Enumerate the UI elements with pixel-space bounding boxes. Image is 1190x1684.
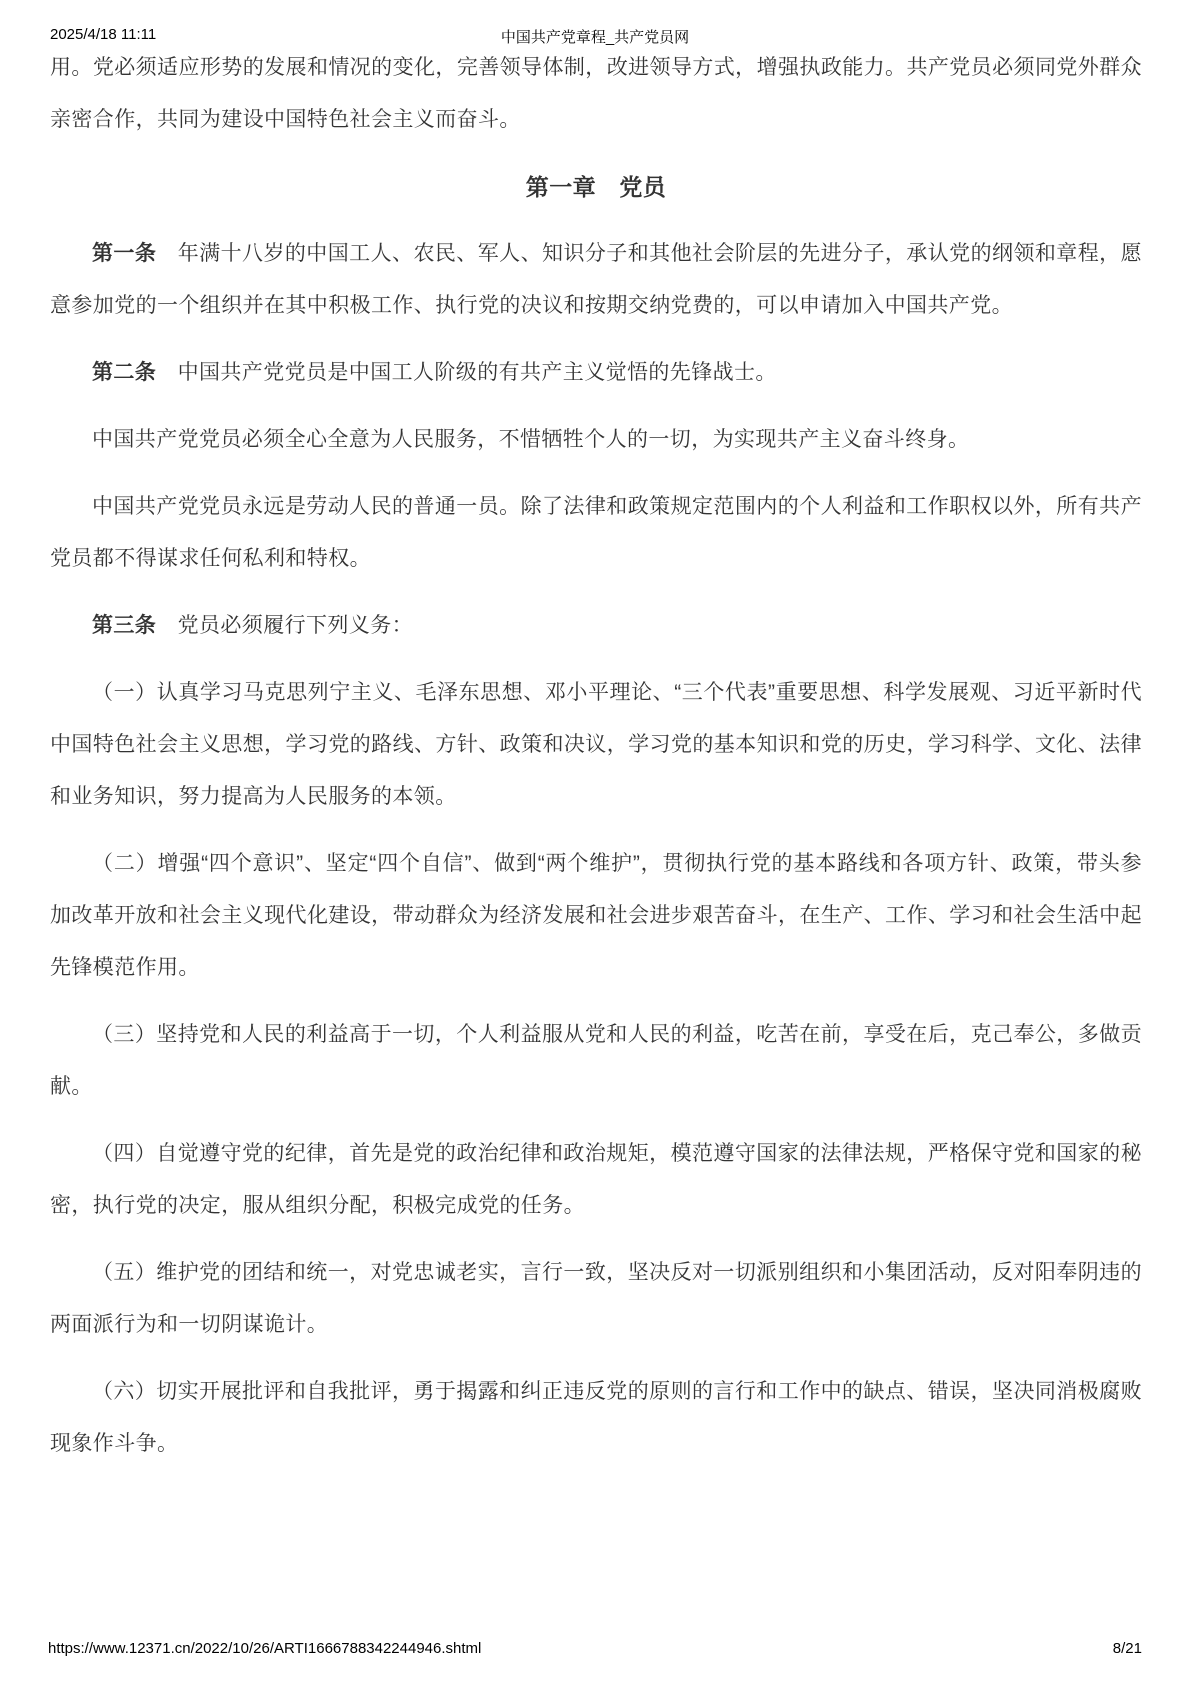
print-footer xyxy=(48,1640,1142,1660)
source-url: https://www.12371.cn/2022/10/26/ARTI1666788342244946.shtml xyxy=(48,1640,482,1657)
article-number: 第二条 xyxy=(92,361,157,384)
chapter-heading: 第一章 党员 xyxy=(525,174,667,200)
paragraph-list xyxy=(50,228,1142,1470)
page-number: 8/21 xyxy=(1112,1640,1142,1657)
document-title: 中国共产党章程_共产党员网 xyxy=(500,29,690,46)
paragraph: 中国共产党党员必须全心全意为人民服务，不惜牺牲个人的一切，为实现共产主义奋斗终身。 xyxy=(92,428,970,451)
paragraph: 第三条 党员必须履行下列义务： xyxy=(92,614,414,637)
paragraph: （五）维护党的团结和统一，对党忠诚老实，言行一致，坚决反对一切派别组织和小集团活动，反对阳奉阴违的两面派行为和一切阴谋诡计。 xyxy=(50,1261,1142,1336)
print-timestamp: 2025/4/18 11:11 xyxy=(50,26,157,43)
article-body xyxy=(50,42,1142,1485)
paragraph: （六）切实开展批评和自我批评，勇于揭露和纠正违反党的原则的言行和工作中的缺点、错误，坚决同消极腐败现象作斗争。 xyxy=(50,1380,1142,1455)
paragraph: （三）坚持党和人民的利益高于一切，个人利益服从党和人民的利益，吃苦在前，享受在后，克己奉公，多做贡献。 xyxy=(50,1023,1142,1098)
paragraph-continuation: 用。党必须适应形势的发展和情况的变化，完善领导体制，改进领导方式，增强执政能力。共产党员必须同党外群众亲密合作，共同为建设中国特色社会主义而奋斗。 xyxy=(50,56,1142,131)
paragraph: 中国共产党党员永远是劳动人民的普通一员。除了法律和政策规定范围内的个人利益和工作职权以外，所有共产党员都不得谋求任何私利和特权。 xyxy=(50,495,1142,570)
paragraph: （四）自觉遵守党的纪律，首先是党的政治纪律和政治规矩，模范遵守国家的法律法规，严格保守党和国家的秘密，执行党的决定，服从组织分配，积极完成党的任务。 xyxy=(50,1142,1142,1217)
paragraph: （二）增强“四个意识”、坚定“四个自信”、做到“两个维护”，贯彻执行党的基本路线和各项方针、政策，带头参加改革开放和社会主义现代化建设，带动群众为经济发展和社会进步艰苦奋斗，在生产、工作、学习和社会生活中起先锋模范作用。 xyxy=(50,852,1142,979)
article-number: 第一条 xyxy=(92,242,157,265)
paragraph: 第一条 年满十八岁的中国工人、农民、军人、知识分子和其他社会阶层的先进分子，承认党的纲领和章程，愿意参加党的一个组织并在其中积极工作、执行党的决议和按期交纳党费的，可以申请加入中国共产党。 xyxy=(50,242,1142,317)
article-number: 第三条 xyxy=(92,614,157,637)
paragraph: 第二条 中国共产党党员是中国工人阶级的有共产主义觉悟的先锋战士。 xyxy=(92,361,777,384)
paragraph: （一）认真学习马克思列宁主义、毛泽东思想、邓小平理论、“三个代表”重要思想、科学发展观、习近平新时代中国特色社会主义思想，学习党的路线、方针、政策和决议，学习党的基本知识和党的历史，学习科学、文化、法律和业务知识，努力提高为人民服务的本领。 xyxy=(50,681,1142,808)
